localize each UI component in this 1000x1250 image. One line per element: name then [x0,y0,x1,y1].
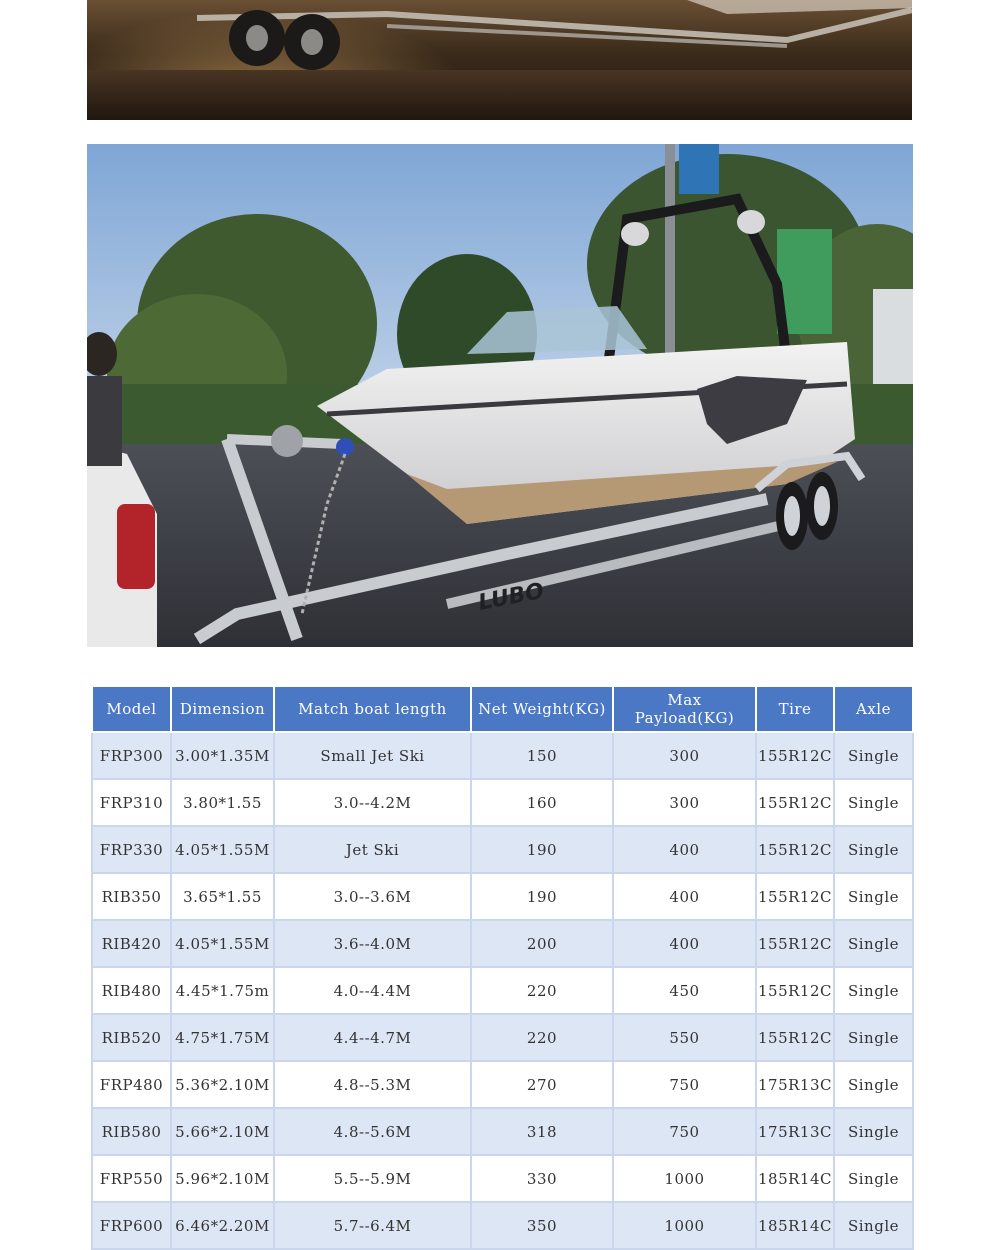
trailer-spec-table [91,685,914,1250]
cell-axle: Single [834,1014,913,1061]
table-row [92,1155,913,1202]
trailer-brand-label: LUBO [476,578,547,616]
cell-axle: Single [834,920,913,967]
header-axle: Axle [834,686,913,732]
cell-net-weight: 330 [471,1155,613,1202]
cell-tire: 155R12C [756,826,834,873]
cell-net-weight: 270 [471,1061,613,1108]
table-row [92,779,913,826]
cell-model: RIB480 [92,967,171,1014]
cell-net-weight: 220 [471,967,613,1014]
cell-match-boat-length: 4.8--5.6M [274,1108,471,1155]
cell-max-payload: 400 [613,873,756,920]
cell-dimension: 6.46*2.20M [171,1202,274,1249]
cell-axle: Single [834,732,913,779]
table-row [92,826,913,873]
cell-tire: 155R12C [756,873,834,920]
cell-match-boat-length: Small Jet Ski [274,732,471,779]
cell-model: FRP330 [92,826,171,873]
cell-model: RIB580 [92,1108,171,1155]
cell-match-boat-length: Jet Ski [274,826,471,873]
table-row [92,920,913,967]
table-row [92,1202,913,1249]
cell-match-boat-length: 4.8--5.3M [274,1061,471,1108]
cell-tire: 185R14C [756,1202,834,1249]
cell-net-weight: 190 [471,826,613,873]
header-model: Model [92,686,171,732]
table-header-row [92,686,913,732]
table-row [92,1061,913,1108]
cell-axle: Single [834,1061,913,1108]
cell-max-payload: 400 [613,920,756,967]
cell-max-payload: 750 [613,1061,756,1108]
cell-tire: 175R13C [756,1061,834,1108]
cell-axle: Single [834,1108,913,1155]
cell-axle: Single [834,1155,913,1202]
cell-dimension: 3.00*1.35M [171,732,274,779]
cell-dimension: 3.80*1.55 [171,779,274,826]
table-row [92,1108,913,1155]
cell-model: FRP300 [92,732,171,779]
cell-max-payload: 300 [613,779,756,826]
cell-match-boat-length: 4.0--4.4M [274,967,471,1014]
cell-net-weight: 150 [471,732,613,779]
cell-tire: 155R12C [756,1014,834,1061]
header-tire: Tire [756,686,834,732]
cell-match-boat-length: 5.5--5.9M [274,1155,471,1202]
cell-dimension: 4.05*1.55M [171,826,274,873]
cell-axle: Single [834,873,913,920]
cell-axle: Single [834,779,913,826]
header-match-boat-length: Match boat length [274,686,471,732]
header-max-payload: Max Payload(KG) [613,686,756,732]
cell-model: RIB350 [92,873,171,920]
cell-model: FRP310 [92,779,171,826]
cell-dimension: 4.45*1.75m [171,967,274,1014]
cell-net-weight: 160 [471,779,613,826]
cell-axle: Single [834,1202,913,1249]
cell-match-boat-length: 3.0--4.2M [274,779,471,826]
table-row [92,873,913,920]
cell-net-weight: 190 [471,873,613,920]
cell-model: RIB420 [92,920,171,967]
table-row [92,732,913,779]
header-dimension: Dimension [171,686,274,732]
cell-max-payload: 400 [613,826,756,873]
table-row [92,1014,913,1061]
cell-match-boat-length: 4.4--4.7M [274,1014,471,1061]
cell-dimension: 5.96*2.10M [171,1155,274,1202]
cell-tire: 185R14C [756,1155,834,1202]
cell-tire: 175R13C [756,1108,834,1155]
cell-match-boat-length: 3.0--3.6M [274,873,471,920]
boat-scene-illustration [87,144,913,647]
cell-match-boat-length: 5.7--6.4M [274,1202,471,1249]
cell-max-payload: 1000 [613,1202,756,1249]
cell-tire: 155R12C [756,967,834,1014]
trailer-wheels-icon [87,0,912,120]
table-row [92,967,913,1014]
cell-max-payload: 750 [613,1108,756,1155]
cell-net-weight: 200 [471,920,613,967]
cell-dimension: 5.66*2.10M [171,1108,274,1155]
cell-dimension: 4.05*1.55M [171,920,274,967]
cell-net-weight: 220 [471,1014,613,1061]
cell-model: FRP550 [92,1155,171,1202]
boat-trailer-photo-top [87,0,912,120]
cell-axle: Single [834,967,913,1014]
cell-tire: 155R12C [756,732,834,779]
cell-net-weight: 350 [471,1202,613,1249]
cell-model: FRP480 [92,1061,171,1108]
cell-max-payload: 300 [613,732,756,779]
cell-tire: 155R12C [756,779,834,826]
cell-net-weight: 318 [471,1108,613,1155]
cell-max-payload: 450 [613,967,756,1014]
cell-tire: 155R12C [756,920,834,967]
cell-axle: Single [834,826,913,873]
boat-on-trailer-photo [87,144,913,647]
cell-match-boat-length: 3.6--4.0M [274,920,471,967]
cell-max-payload: 550 [613,1014,756,1061]
cell-max-payload: 1000 [613,1155,756,1202]
cell-model: FRP600 [92,1202,171,1249]
cell-dimension: 3.65*1.55 [171,873,274,920]
cell-dimension: 5.36*2.10M [171,1061,274,1108]
cell-model: RIB520 [92,1014,171,1061]
cell-dimension: 4.75*1.75M [171,1014,274,1061]
header-net-weight: Net Weight(KG) [471,686,613,732]
